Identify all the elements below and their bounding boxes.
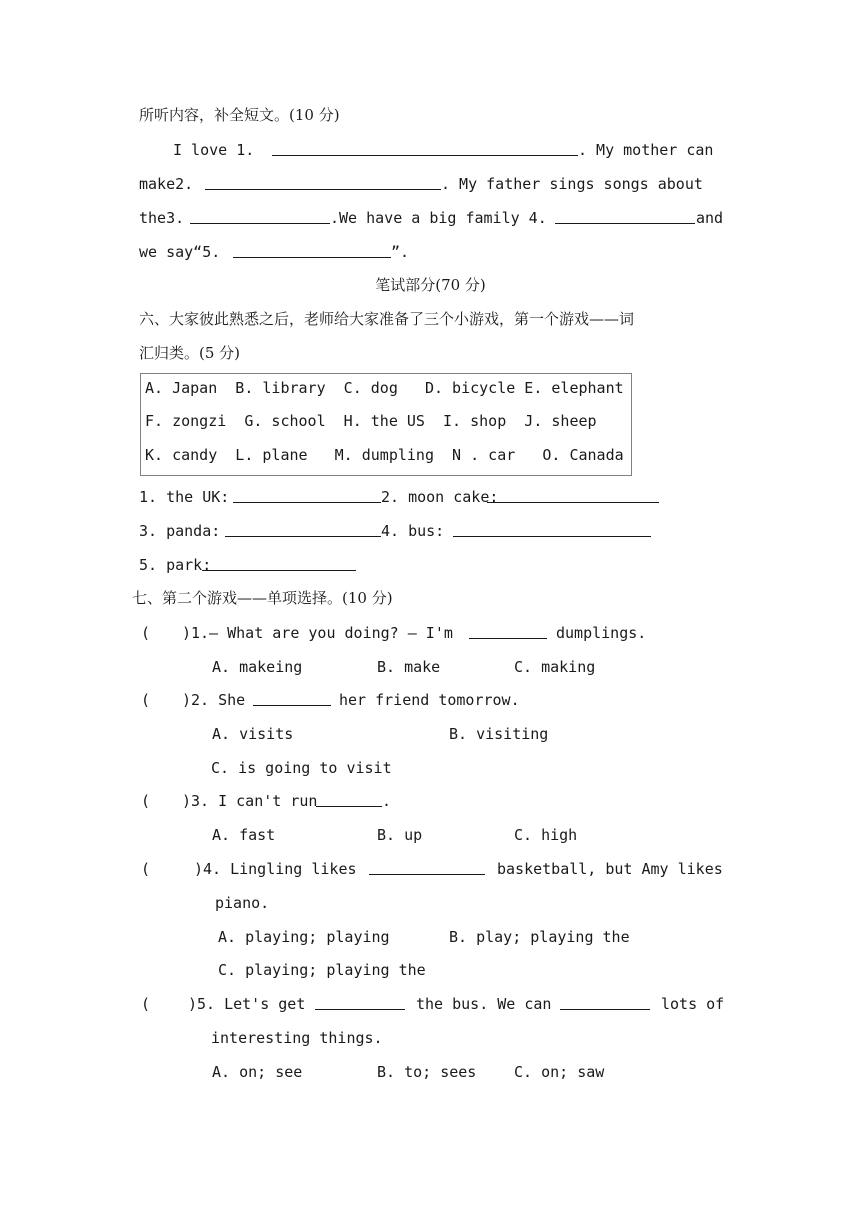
mc-q4-option-b[interactable]: B. play; playing the [449,928,630,946]
category-q3-label: 3. panda: [139,522,221,540]
mc-q3-option-b[interactable]: B. up [377,826,423,844]
listening-line1-start: I love 1. [173,141,255,159]
answer-paren-close: ) [182,691,192,709]
category-q1-label: 1. the UK: [139,488,230,506]
listening-line3-start: the3. [139,209,185,227]
answer-blank-1[interactable] [272,141,578,156]
mc-q1-blank[interactable] [469,624,547,639]
mc-q2-stem: 2. She [191,691,246,709]
mc-q3-stem-end: . [382,792,392,810]
mc-q5-blank-2[interactable] [560,995,650,1010]
answer-paren-open: ( [141,624,151,642]
mc-q5-option-b[interactable]: B. to; sees [377,1063,477,1081]
written-part-title: 笔试部分(70 分) [375,276,486,294]
listening-line4-end: ”. [391,243,410,261]
mc-q4-stem: 4. Lingling likes [203,860,357,878]
mc-q1-stem-end: dumplings. [556,624,647,642]
mc-q3-blank[interactable] [316,792,382,807]
answer-blank-5[interactable] [233,243,391,258]
mc-q4-option-c[interactable]: C. playing; playing the [218,961,426,979]
word-bank-box [140,373,632,476]
mc-q1-option-a[interactable]: A. makeing [212,658,303,676]
mc-q1-option-b[interactable]: B. make [377,658,441,676]
answer-paren-open: ( [141,691,151,709]
listening-instruction: 所听内容，补全短文。(10 分) [139,106,340,124]
mc-q3-option-c[interactable]: C. high [514,826,578,844]
answer-paren-close: ) [182,624,192,642]
mc-q5-stem: 5. Let's get [197,995,306,1013]
mc-q2-option-c[interactable]: C. is going to visit [211,759,392,777]
mc-q5-stem-end: lots of [661,995,725,1013]
answer-paren-open: ( [141,995,151,1013]
listening-line3-end: and [696,209,724,227]
mc-q4-option-a[interactable]: A. playing; playing [218,928,390,946]
word-bank-row: F. zongzi G. school H. the US I. shop J. sheep [145,412,597,430]
mc-q2-option-b[interactable]: B. visiting [449,725,549,743]
category-q2-label: 2. moon cake: [381,488,499,506]
category-q4-blank[interactable] [453,522,651,537]
answer-paren-open: ( [141,792,151,810]
answer-blank-3[interactable] [190,209,330,224]
listening-line1-end: . My mother can [578,141,714,159]
mc-q5-blank-1[interactable] [315,995,405,1010]
listening-line3-mid: .We have a big family 4. [330,209,547,227]
listening-line2-end: . My father sings songs about [441,175,703,193]
listening-line4-start: we say“5. [139,243,221,261]
mc-q4-stem-end: basketball, but Amy likes [497,860,723,878]
mc-q4-stem-cont: piano. [215,894,270,912]
answer-paren-close: ) [194,860,204,878]
section7-title: 七、第二个游戏——单项选择。(10 分) [132,589,393,607]
mc-q3-option-a[interactable]: A. fast [212,826,276,844]
answer-blank-2[interactable] [205,175,441,190]
mc-q1-stem: 1.— What are you doing? — I'm [191,624,453,642]
mc-q5-stem-cont: interesting things. [211,1029,383,1047]
section6-title-line1: 六、大家彼此熟悉之后，老师给大家准备了三个小游戏，第一个游戏——词 [139,310,635,328]
category-q5-blank[interactable] [202,556,356,571]
answer-blank-4[interactable] [555,209,695,224]
mc-q1-option-c[interactable]: C. making [514,658,596,676]
category-q1-blank[interactable] [233,488,381,503]
answer-paren-open: ( [141,860,151,878]
mc-q2-blank[interactable] [253,691,331,706]
listening-line2-start: make2. [139,175,194,193]
category-q5-label: 5. park: [139,556,212,574]
category-q2-blank[interactable] [487,488,659,503]
mc-q5-option-a[interactable]: A. on; see [212,1063,303,1081]
mc-q5-stem-mid: the bus. We can [416,995,552,1013]
mc-q5-option-c[interactable]: C. on; saw [514,1063,605,1081]
mc-q4-blank[interactable] [369,860,485,875]
mc-q2-option-a[interactable]: A. visits [212,725,294,743]
answer-paren-close: ) [182,792,192,810]
section6-title-line2: 汇归类。(5 分) [139,344,241,362]
mc-q2-stem-end: her friend tomorrow. [339,691,520,709]
category-q3-blank[interactable] [225,522,381,537]
mc-q3-stem: 3. I can't run [191,792,318,810]
category-q4-label: 4. bus: [381,522,445,540]
word-bank-row: K. candy L. plane M. dumpling N . car O. Canada [145,446,624,464]
answer-paren-close: ) [188,995,198,1013]
word-bank-row: A. Japan B. library C. dog D. bicycle E. elephant [145,379,624,397]
